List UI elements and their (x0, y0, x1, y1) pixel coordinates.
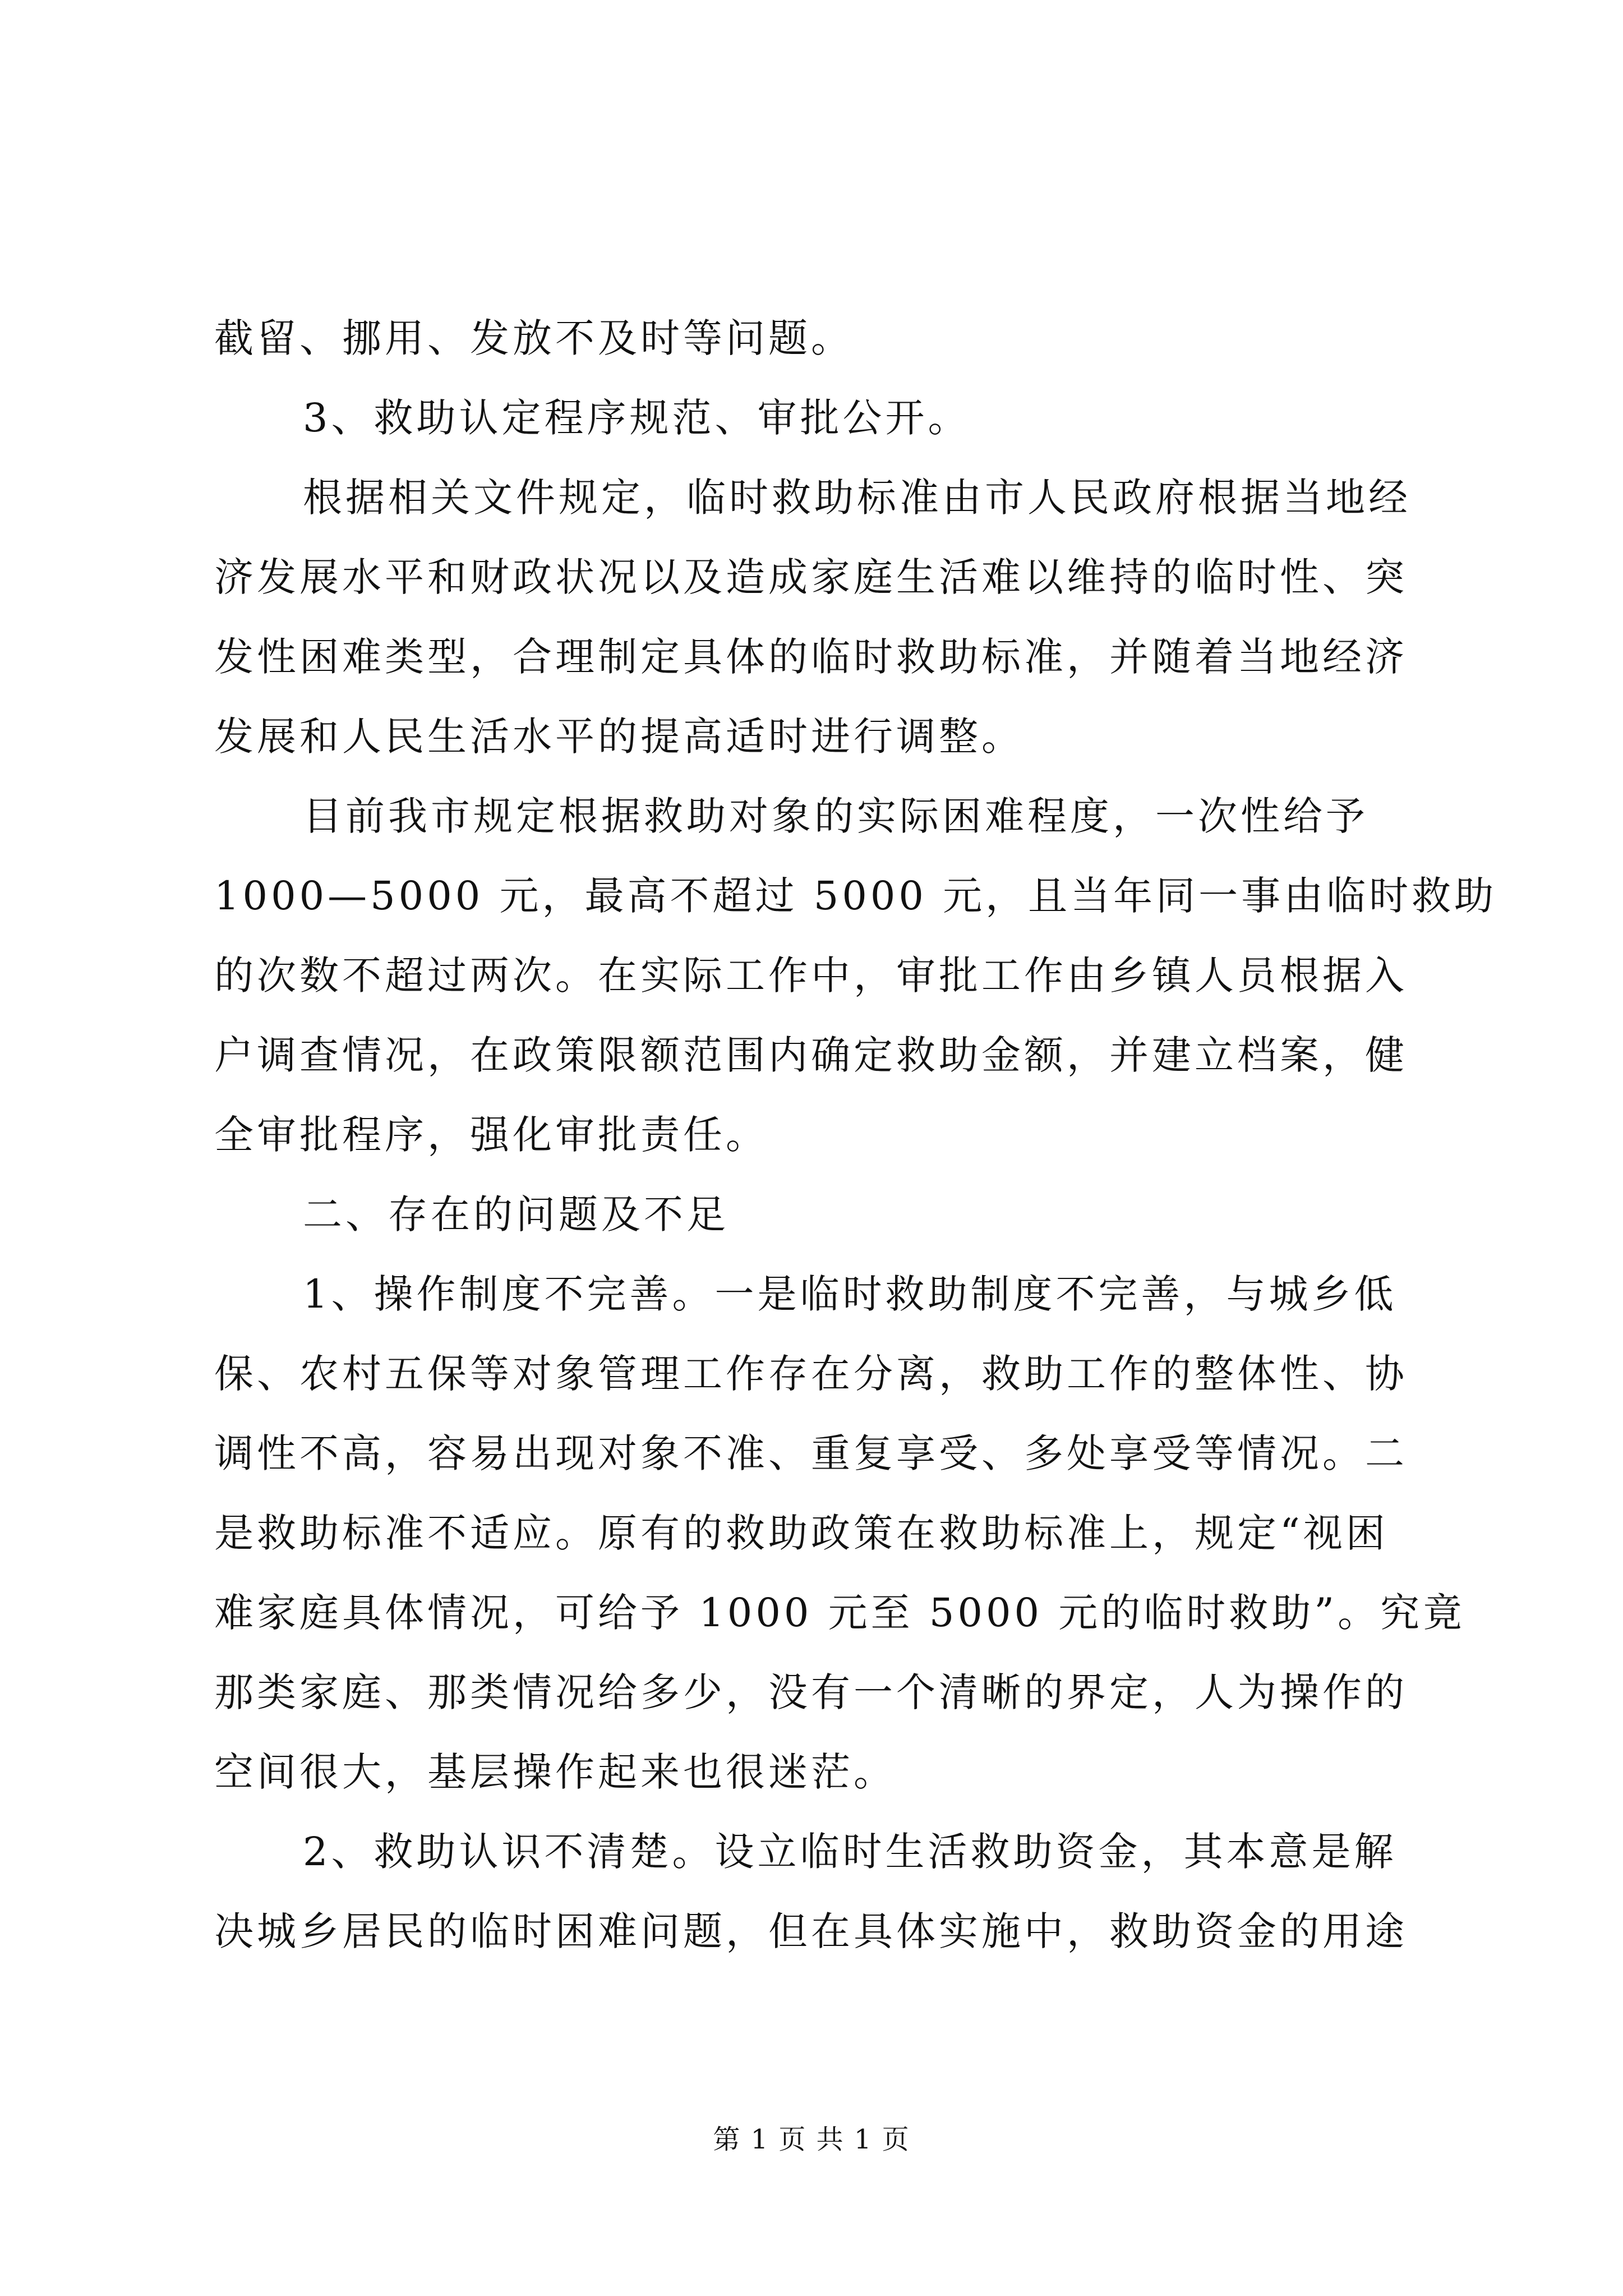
paragraph-line: 难家庭具体情况，可给予 1000 元至 5000 元的临时救助”。究竟 (214, 1590, 1466, 1636)
section-heading: 3、救助认定程序规范、审批公开。 (303, 395, 971, 441)
section-heading: 二、存在的问题及不足 (303, 1191, 729, 1237)
paragraph-line: 目前我市规定根据救助对象的实际困难程度，一次性给予 (303, 793, 1368, 839)
paragraph-line: 决城乡居民的临时困难问题，但在具体实施中，救助资金的用途 (214, 1908, 1408, 1954)
paragraph-line: 调性不高，容易出现对象不准、重复享受、多处享受等情况。二 (214, 1430, 1408, 1476)
paragraph-line: 那类家庭、那类情况给多少，没有一个清晰的界定，人为操作的 (214, 1669, 1408, 1715)
paragraph-line: 发性困难类型，合理制定具体的临时救助标准，并随着当地经济 (214, 634, 1408, 680)
paragraph-line: 的次数不超过两次。在实际工作中，审批工作由乡镇人员根据入 (214, 953, 1408, 999)
page-number-footer: 第 1 页 共 1 页 (713, 2124, 910, 2155)
text-line: 截留、挪用、发放不及时等问题。 (214, 315, 854, 361)
paragraph-line: 保、农村五保等对象管理工作存在分离，救助工作的整体性、协 (214, 1351, 1408, 1397)
paragraph-line: 1000—5000 元，最高不超过 5000 元，且当年同一事由临时救助 (214, 873, 1497, 919)
paragraph-line: 2、救助认识不清楚。设立临时生活救助资金，其本意是解 (303, 1829, 1397, 1875)
paragraph-line: 发展和人民生活水平的提高适时进行调整。 (214, 714, 1024, 760)
paragraph-line: 济发展水平和财政状况以及造成家庭生活难以维持的临时性、突 (214, 554, 1408, 600)
paragraph-line: 1、操作制度不完善。一是临时救助制度不完善，与城乡低 (303, 1271, 1397, 1317)
paragraph-line: 空间很大，基层操作起来也很迷茫。 (214, 1749, 896, 1795)
paragraph-line: 根据相关文件规定，临时救助标准由市人民政府根据当地经 (303, 475, 1411, 521)
paragraph-line: 户调查情况，在政策限额范围内确定救助金额，并建立档案，健 (214, 1032, 1408, 1078)
paragraph-line: 全审批程序，强化审批责任。 (214, 1112, 768, 1158)
paragraph-line: 是救助标准不适应。原有的救助政策在救助标准上，规定“视困 (214, 1510, 1389, 1556)
